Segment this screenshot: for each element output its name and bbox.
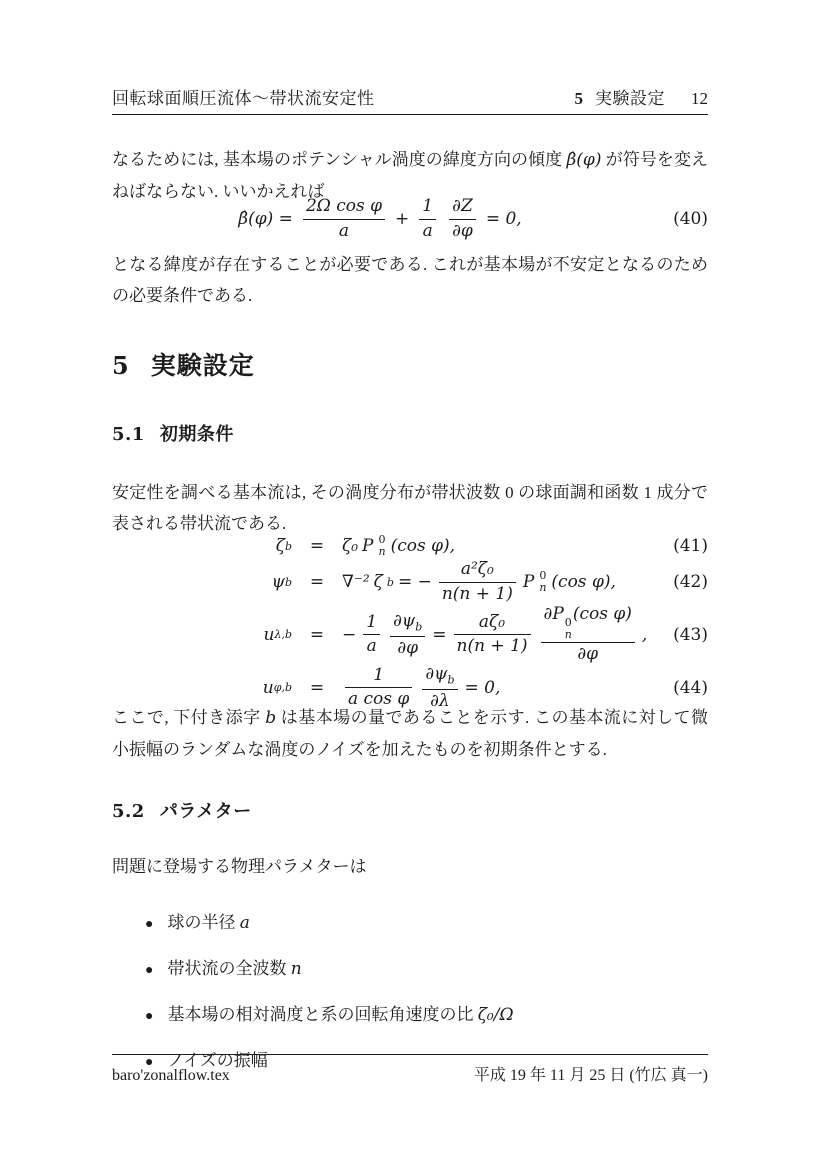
math-token: ψ (271, 572, 285, 592)
running-section-title: 実験設定 (595, 89, 665, 108)
numerator: ∂Z (452, 196, 473, 216)
page-footer (112, 1054, 708, 1085)
equation-40 (112, 197, 708, 241)
equation-number: (43) (673, 624, 708, 645)
math-token: P (522, 572, 535, 592)
math-token: ∂ψ (393, 610, 416, 631)
paragraph-necessary-condition (112, 249, 708, 311)
math-token: ∇⁻² (342, 572, 370, 592)
denominator: ∂φ (449, 219, 476, 242)
equation-40-body (112, 197, 648, 241)
sup-sub-stack (378, 534, 385, 557)
fraction (439, 560, 516, 604)
equation-lhs (112, 678, 292, 698)
inline-math-b: b (265, 708, 277, 728)
paragraph-subscript-note (112, 702, 708, 765)
numerator: 1 (422, 196, 434, 216)
math-token: (cos φ) (572, 604, 632, 624)
equation-41 (112, 533, 708, 559)
page-number: 12 (691, 89, 708, 108)
fraction (454, 613, 531, 657)
paragraph-text: ここで, 下付き添字 (112, 708, 266, 727)
math-token: ζ (275, 536, 285, 556)
page-header (112, 84, 708, 115)
numerator: a²ζ₀ (460, 558, 494, 579)
numerator: 2Ω cos φ (305, 196, 383, 216)
paragraph-text: なるためには, 基本場のポテンシャル渦度の緯度方向の傾度 (112, 150, 567, 169)
math-superscript: 0 (564, 616, 572, 629)
list-item-text (167, 1000, 513, 1025)
equals-sign: = (309, 624, 325, 645)
equals-sign: = (309, 677, 325, 698)
sup-sub-stack (539, 570, 546, 593)
fraction (541, 605, 635, 665)
section-title: 実験設定 (150, 352, 255, 380)
paragraph-text: は基本場の量であることを示す. この基本流に対して微小振幅のランダムな渦度のノイズを加えたものを初期条件とする. (112, 708, 709, 759)
numerator (422, 665, 457, 689)
subsection-number: 5.1 (112, 424, 145, 445)
section-5-2-heading (112, 797, 708, 823)
paragraph-text: となる緯度が存在することが必要である. これが基本場が不安定となるのための必要条件である. (112, 255, 708, 305)
math-subscript: n (539, 581, 547, 594)
numerator: 1 (366, 611, 378, 632)
math-token: β̂(φ) = (238, 209, 293, 230)
equation-lhs (112, 625, 292, 645)
denominator: a cos φ (345, 687, 412, 710)
paragraph-text: 安定性を調べる基本流は, その渦度分布が帯状波数 0 の球面調和函数 1 成分で表される帯状流である. (112, 483, 708, 533)
math-subscript: b (447, 673, 455, 687)
math-token: ζ₀ (342, 536, 359, 556)
footer-date-author: 平成 19 年 11 月 25 日 (竹広 真一) (473, 1067, 708, 1084)
equation-number: (44) (673, 677, 708, 698)
fraction (363, 613, 380, 657)
subsection-title: パラメター (159, 801, 252, 821)
text: 球の半径 (167, 913, 240, 932)
inline-math: n (290, 959, 302, 979)
math-superscript: 0 (539, 569, 547, 583)
equation-42 (112, 559, 708, 605)
subsection-title: 初期条件 (159, 424, 234, 444)
math-token: − (342, 624, 357, 645)
fraction (303, 197, 385, 241)
math-token: P (362, 536, 374, 556)
inline-math: a (239, 913, 250, 933)
equation-number: (42) (673, 572, 708, 592)
list-item (112, 1000, 708, 1025)
math-token: , (641, 624, 648, 645)
math-token: ∂ψ (425, 663, 448, 684)
math-token: + (395, 209, 410, 230)
denominator: n(n + 1) (439, 582, 516, 605)
paragraph-parameters-intro (112, 851, 708, 882)
math-token: u (263, 624, 275, 645)
denominator: a (419, 219, 436, 242)
list-item (112, 954, 708, 979)
list-item (112, 908, 708, 933)
denominator: ∂φ (390, 636, 425, 659)
math-token: u (262, 677, 274, 698)
equals-sign: = (309, 572, 325, 592)
footer-filename: baro'zonalflow.tex (112, 1067, 230, 1084)
denominator: ∂φ (541, 642, 635, 665)
inline-math: ζ₀/Ω (477, 1005, 514, 1025)
denominator: ∂λ (422, 689, 457, 712)
math-subscript: λ,b (274, 628, 292, 642)
math-subscript: φ,b (273, 681, 292, 695)
numerator (541, 605, 635, 642)
equation-lhs (112, 572, 292, 592)
math-superscript: 0 (378, 533, 386, 547)
numerator: 1 (373, 664, 385, 685)
equation-lhs (112, 536, 292, 556)
text: 基本場の相対渦度と系の回転角速度の比 (167, 1005, 478, 1024)
paragraph-text: が符号を変えねばならない. いいかえれば (112, 150, 709, 201)
text: 帯状流の全波数 (167, 959, 291, 978)
math-token: ζ (373, 572, 383, 592)
paragraph-basic-flow (112, 477, 708, 539)
math-token: = 0, (485, 209, 522, 230)
list-item-text (167, 954, 301, 979)
equation-number: (41) (673, 536, 708, 556)
math-token: = 0, (464, 677, 501, 698)
denominator: a (363, 634, 380, 657)
math-token: (cos φ), (551, 572, 616, 592)
bullet-icon: ● (145, 963, 154, 978)
math-subscript: b (284, 539, 292, 553)
denominator: n(n + 1) (454, 634, 531, 657)
fraction (449, 197, 476, 241)
paragraph-text: 問題に登場する物理パラメターは (112, 857, 367, 876)
text: ノイズの振幅 (167, 1051, 268, 1070)
math-token: = (432, 624, 447, 645)
equation-43 (112, 605, 708, 665)
bullet-icon: ● (145, 1009, 154, 1024)
equation-array (112, 533, 708, 711)
equation-rhs (342, 605, 648, 665)
numerator: aζ₀ (478, 611, 506, 632)
math-subscript: b (386, 575, 394, 589)
math-token: ∂P (543, 604, 564, 624)
equals-sign: = (309, 536, 325, 556)
section-5-1-heading (112, 420, 708, 446)
numerator (390, 612, 425, 636)
math-subscript: n (564, 627, 572, 641)
fraction (390, 612, 425, 659)
math-subscript: b (284, 575, 292, 589)
section-5-heading (112, 346, 708, 382)
bullet-icon: ● (145, 917, 154, 932)
bullet-icon: ● (145, 1055, 154, 1070)
sup-sub-stack (565, 617, 572, 640)
running-section-number: 5 (574, 89, 583, 108)
fraction (419, 197, 436, 241)
math-token: (cos φ), (390, 536, 456, 556)
math-subscript: b (415, 619, 423, 633)
equation-rhs (342, 560, 648, 604)
section-number: 5 (112, 351, 129, 380)
subsection-number: 5.2 (112, 801, 145, 822)
running-title: 回転球面順圧流体〜帯状流安定性 (112, 89, 375, 108)
list-item-text (167, 908, 249, 933)
math-subscript: n (378, 545, 386, 558)
denominator: a (303, 219, 385, 242)
inline-math-beta-hat: β̂(φ) (566, 150, 602, 170)
equation-rhs (342, 534, 648, 557)
equation-number: (40) (673, 209, 708, 230)
math-token: = − (397, 572, 432, 592)
